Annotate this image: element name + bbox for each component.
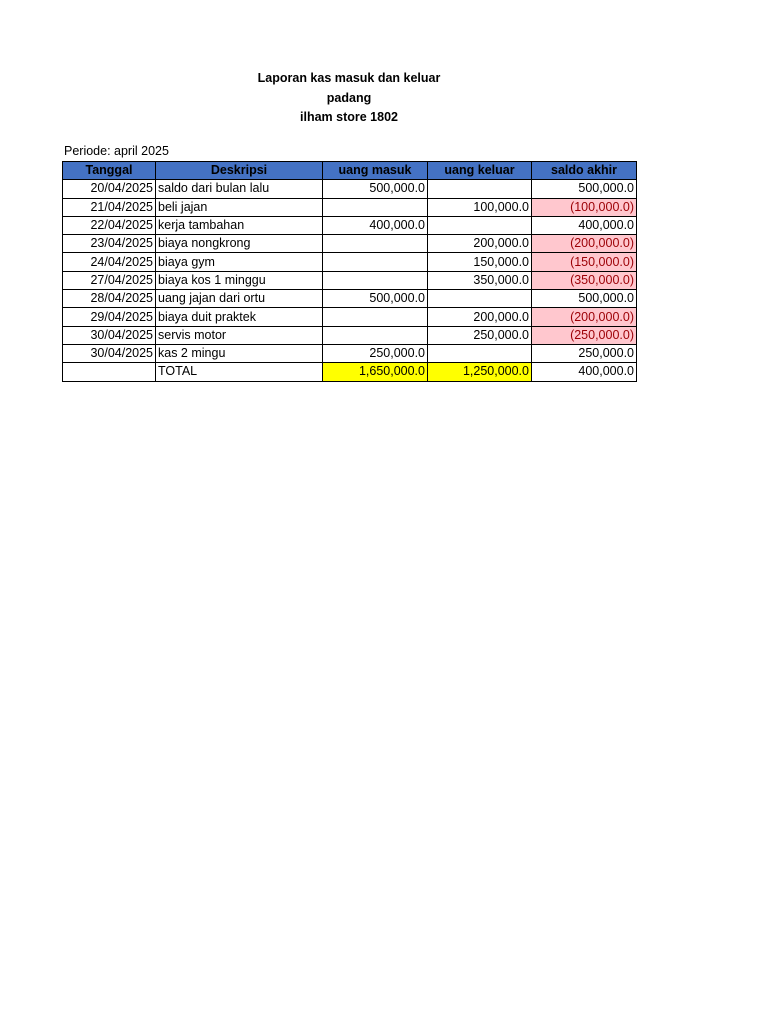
cell-in[interactable] — [323, 271, 428, 289]
table-row[interactable] — [63, 308, 637, 326]
table-row[interactable] — [63, 271, 637, 289]
cell-date[interactable]: 30/04/2025 — [63, 326, 156, 344]
cell-out[interactable] — [428, 180, 532, 198]
cell-in[interactable]: 400,000.0 — [323, 216, 428, 234]
header-tanggal: Tanggal — [63, 162, 156, 180]
cell-desc[interactable]: biaya gym — [156, 253, 323, 271]
cell-date[interactable]: 28/04/2025 — [63, 290, 156, 308]
cell-desc[interactable]: saldo dari bulan lalu — [156, 180, 323, 198]
cell-balance[interactable]: 500,000.0 — [532, 180, 637, 198]
cell-out[interactable]: 100,000.0 — [428, 198, 532, 216]
report-city: padang — [326, 90, 372, 105]
cell-in[interactable] — [323, 253, 428, 271]
cell-desc[interactable]: biaya duit praktek — [156, 308, 323, 326]
cell-in[interactable]: 500,000.0 — [323, 290, 428, 308]
cell-balance[interactable]: 250,000.0 — [532, 344, 637, 362]
report-periode: Periode: april 2025 — [64, 144, 169, 158]
total-row[interactable] — [63, 363, 637, 381]
cell-date[interactable]: 27/04/2025 — [63, 271, 156, 289]
report-store: ilham store 1802 — [300, 110, 398, 124]
cell-total-in[interactable]: 1,650,000.0 — [323, 363, 428, 381]
cell-total-label[interactable]: TOTAL — [156, 363, 323, 381]
header-uang-masuk: uang masuk — [323, 162, 428, 180]
cell-desc[interactable]: kerja tambahan — [156, 216, 323, 234]
cell-total-out[interactable]: 1,250,000.0 — [428, 363, 532, 381]
cash-ledger-table — [62, 161, 637, 382]
table-row[interactable] — [63, 290, 637, 308]
cell-out[interactable] — [428, 344, 532, 362]
header-uang-keluar: uang keluar — [428, 162, 532, 180]
cell-desc[interactable]: beli jajan — [156, 198, 323, 216]
cell-date[interactable]: 21/04/2025 — [63, 198, 156, 216]
table-body — [63, 180, 637, 381]
cell-desc[interactable]: uang jajan dari ortu — [156, 290, 323, 308]
cell-date[interactable]: 24/04/2025 — [63, 253, 156, 271]
header-deskripsi: Deskripsi — [156, 162, 323, 180]
cell-balance[interactable]: 400,000.0 — [532, 216, 637, 234]
report-title-block — [234, 69, 464, 128]
cell-out[interactable] — [428, 216, 532, 234]
table-row[interactable] — [63, 253, 637, 271]
header-saldo-akhir: saldo akhir — [532, 162, 637, 180]
cell-balance[interactable]: (100,000.0) — [532, 198, 637, 216]
cell-desc[interactable]: biaya kos 1 minggu — [156, 271, 323, 289]
cell-date[interactable]: 29/04/2025 — [63, 308, 156, 326]
cell-balance[interactable]: (250,000.0) — [532, 326, 637, 344]
cell-balance[interactable]: (150,000.0) — [532, 253, 637, 271]
table-row[interactable] — [63, 326, 637, 344]
cell-date[interactable]: 23/04/2025 — [63, 235, 156, 253]
table-row[interactable] — [63, 180, 637, 198]
cell-date[interactable]: 22/04/2025 — [63, 216, 156, 234]
cell-balance[interactable]: (200,000.0) — [532, 308, 637, 326]
cell-total-balance[interactable]: 400,000.0 — [532, 363, 637, 381]
cell-in[interactable] — [323, 326, 428, 344]
cell-desc[interactable]: biaya nongkrong — [156, 235, 323, 253]
table-header-row — [63, 162, 637, 180]
table-row[interactable] — [63, 235, 637, 253]
cell-balance[interactable]: (200,000.0) — [532, 235, 637, 253]
table-row[interactable] — [63, 344, 637, 362]
cell-in[interactable] — [323, 235, 428, 253]
cell-in[interactable] — [323, 308, 428, 326]
cell-out[interactable]: 350,000.0 — [428, 271, 532, 289]
cell-in[interactable] — [323, 198, 428, 216]
cell-out[interactable]: 250,000.0 — [428, 326, 532, 344]
table-row[interactable] — [63, 198, 637, 216]
cell-balance[interactable]: (350,000.0) — [532, 271, 637, 289]
cell-total-date[interactable] — [63, 363, 156, 381]
cell-out[interactable] — [428, 290, 532, 308]
table-row[interactable] — [63, 216, 637, 234]
cell-out[interactable]: 150,000.0 — [428, 253, 532, 271]
cell-balance[interactable]: 500,000.0 — [532, 290, 637, 308]
cell-date[interactable]: 20/04/2025 — [63, 180, 156, 198]
cell-in[interactable]: 250,000.0 — [323, 344, 428, 362]
cell-out[interactable]: 200,000.0 — [428, 308, 532, 326]
cell-in[interactable]: 500,000.0 — [323, 180, 428, 198]
report-title: Laporan kas masuk dan keluar — [257, 71, 441, 85]
cell-desc[interactable]: servis motor — [156, 326, 323, 344]
cell-date[interactable]: 30/04/2025 — [63, 344, 156, 362]
cell-out[interactable]: 200,000.0 — [428, 235, 532, 253]
cell-desc[interactable]: kas 2 mingu — [156, 344, 323, 362]
